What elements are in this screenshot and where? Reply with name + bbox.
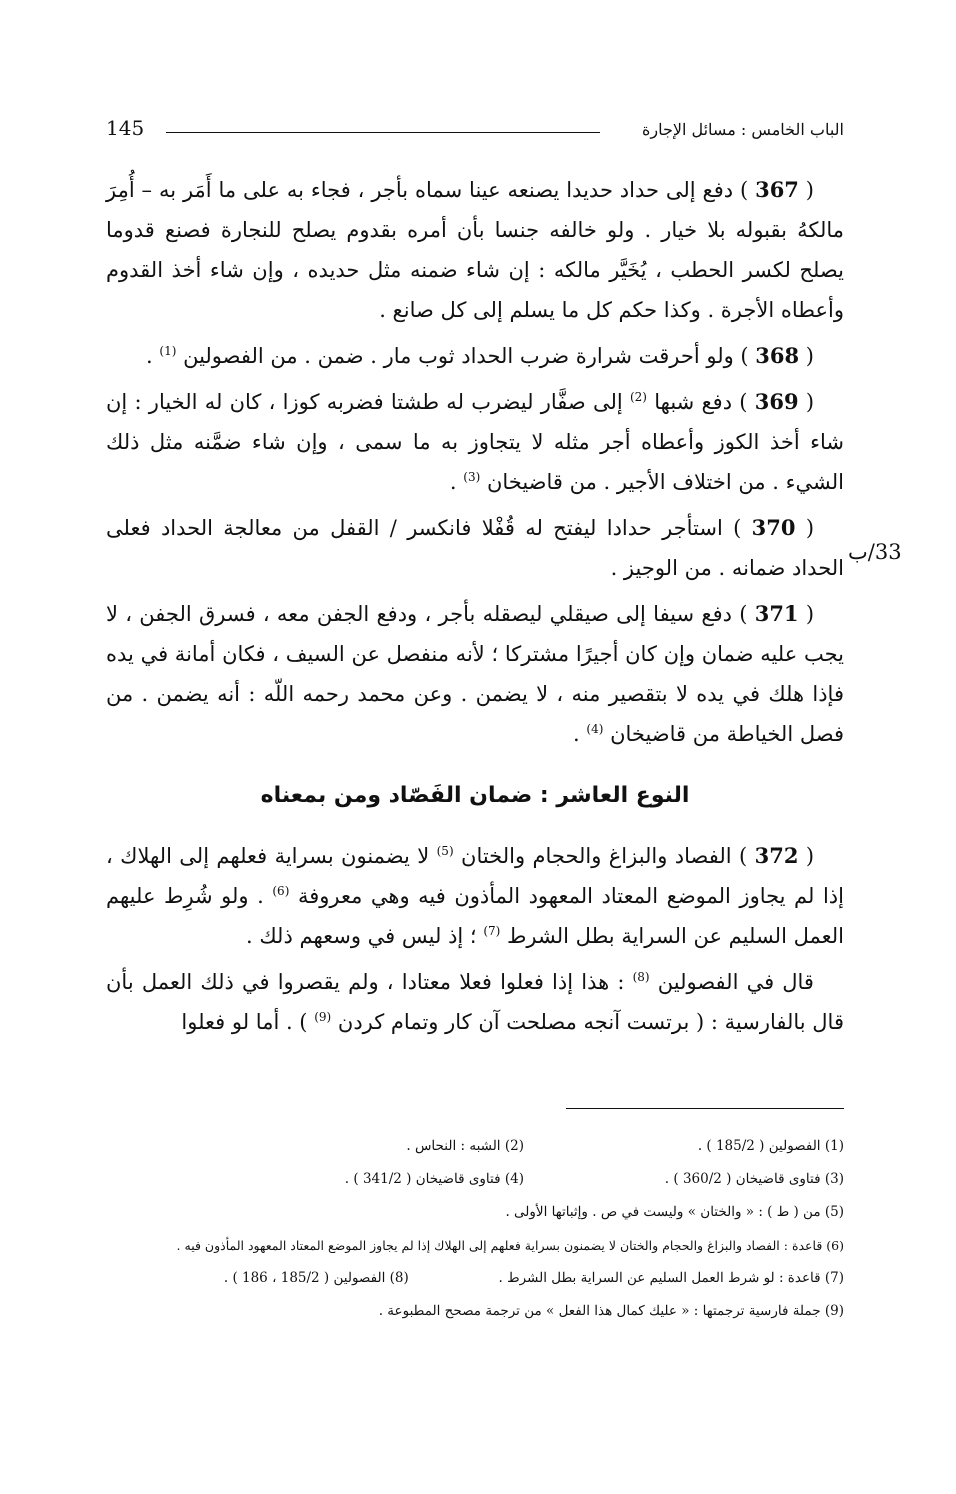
header-rule xyxy=(166,132,600,133)
page-header xyxy=(106,114,844,150)
paragraph-367: ( 367 ) دفع إلى حداد حديدا يصنعه عينا سماه بأجر ، فجاء به على ما أَمَر به – أُمِرَ مالكهُ بقبوله بلا خيار . ولو خالفه جنسا بأن أمره بقدوم يصلح للنجارة فصنع قدوما يصلح لكسر الحطب ، يُخَيَّر مالكه : إن شاء ضمنه مثل حديده ، وإن شاء أخذ القدوم وأعطاه الأجرة . وكذا حكم كل ما يسلم إلى كل صانع . xyxy=(106,177,844,322)
footnote-2: (2) الشبه : النحاس . xyxy=(406,1138,524,1154)
footnote-marker: (3) xyxy=(463,470,481,484)
footnote-marker: (5) xyxy=(436,844,454,858)
footnote-marker: (9) xyxy=(314,1010,332,1024)
paragraph-number: 372 xyxy=(754,843,799,868)
paragraph-text: ؛ إذ ليس في وسعهم ذلك . xyxy=(246,924,477,948)
paragraph-text: دفع إلى حداد حديدا يصنعه عينا سماه بأجر ، فجاء به على ما أَمَر به – أُمِرَ مالكهُ بقبوله بلا خيار . ولو خالفه جنسا بأن أمره بقدوم يصلح للنجارة فصنع قدوما يصلح لكسر الحطب ، يُخَيَّر مالكه : إن شاء ضمنه مثل حديده ، وإن شاء أخذ القدوم وأعطاه الأجرة . وكذا حكم كل ما يسلم إلى كل صانع . xyxy=(106,178,844,322)
paragraph-text: الفصاد والبزاغ والحجام والختان xyxy=(461,844,732,868)
chapter-title: الباب الخامس : مسائل الإجارة xyxy=(641,120,844,139)
paragraph-371: ( 371 ) دفع سيفا إلى صيقلي ليصقله بأجر ، ودفع الجفن معه ، فسرق الجفن ، لا يجب عليه ضمان وإن كان أجيرًا مشتركا ؛ لأنه منفصل عن السيف ، فكان أمانة في يده فإذا هلك في يده لا بتقصير منه ، لا يضمن . وعن محمد رحمه اللّه : أنه يضمن . من فصل الخياطة من قاضيخان $^{(4)}$ . xyxy=(106,601,844,746)
paragraph-number: 369 xyxy=(754,389,799,414)
paragraph-continuation xyxy=(106,962,844,1042)
paragraph-text: ولو أحرقت شرارة ضرب الحداد ثوب مار . ضمن . من الفصولين xyxy=(183,344,734,368)
section-heading: النوع العاشر : ضمان الفَصّاد ومن بمعناه xyxy=(260,783,690,808)
footnote-rule xyxy=(566,1108,844,1109)
manuscript-folio-note: 33/ب xyxy=(848,540,902,564)
footnote-9: (9) جملة فارسية ترجمتها : « عليك كمال هذا الفعل » من ترجمة مصحح المطبوعة . xyxy=(378,1303,844,1319)
footnote-3: (3) فتاوى قاضيخان ( 360/2 ) . xyxy=(664,1171,844,1187)
paragraph-text: ) . أما لو فعلوا xyxy=(181,1010,308,1034)
paragraph-number: 368 xyxy=(755,343,800,368)
footnote-marker: (4) xyxy=(586,722,604,736)
main-text xyxy=(106,170,844,1048)
paragraph-tail: . xyxy=(449,470,457,494)
paragraph-number: 367 xyxy=(755,177,799,202)
paragraph-text: . ولو شُرِط عليهم العمل السليم عن السراية بطل الشرط xyxy=(106,884,844,948)
paragraph-tail: . xyxy=(146,344,153,368)
paragraph-text: إلى صفَّار ليضرب له طشتا فضربه كوزا ، كان له الخيار : إن شاء أخذ الكوز وأعطاه أجر مثله لا يتجاوز به ما سمى ، وإن شاء ضمَّنه مثل ذلك الشيء . من اختلاف الأجير . من قاضيخان xyxy=(106,390,844,494)
footnote-marker: (8) xyxy=(632,970,650,984)
paragraph-number: 371 xyxy=(754,601,799,626)
footnote-marker: (1) xyxy=(159,344,177,358)
footnote-marker: (6) xyxy=(272,884,290,898)
paragraph-text: لا يضمنون بسراية فعلهم إلى الهلاك ، إذا لم يجاوز الموضع المعتاد المعهود المأذون فيه وهي معروفة xyxy=(106,844,844,908)
paragraph-372: ( 372 ) الفصاد والبزاغ والحجام والختان $^{(5)}$ لا يضمنون بسراية فعلهم إلى الهلاك ، إذا لم يجاوز الموضع المعتاد المعهود المأذون فيه وهي معروفة $^{(6)}$ . ولو شُرِط عليهم العمل السليم عن السراية بطل الشرط $^{(7)}$ ؛ إذ ليس في وسعهم ذلك . xyxy=(106,843,844,948)
footnote-marker: (2) xyxy=(629,390,647,404)
footnote-5: (5) من ( ط ) : « والختان » وليست في ص . وإثباتها الأولى . xyxy=(505,1204,844,1220)
footnote-marker: (7) xyxy=(483,924,501,938)
paragraph-tail: . xyxy=(573,722,580,746)
paragraph-text-start: دفع شبها xyxy=(654,390,733,414)
paragraph-369: ( 369 ) دفع شبها $^{(2)}$ إلى صفَّار ليضرب له طشتا فضربه كوزا ، كان له الخيار : إن شاء أخذ الكوز وأعطاه أجر مثله لا يتجاوز به ما سمى ، وإن شاء ضمَّنه مثل ذلك الشيء . من اختلاف الأجير . من قاضيخان $^{(3)}$ . xyxy=(106,389,844,494)
paragraph-number: 370 xyxy=(751,515,796,540)
footnote-4: (4) فتاوى قاضيخان ( 341/2 ) . xyxy=(344,1171,524,1187)
footnote-6: (6) قاعدة : الفصاد والبزاغ والحجام والختان لا يضمنون بسراية فعلهم إلى الهلاك إذا لم يجاوز الموضع المعتاد المعهود المأذون فيه . xyxy=(176,1238,844,1253)
footnote-row xyxy=(106,1130,844,1163)
footnote-8: (8) الفصولين ( 185/2 ، 186 ) . xyxy=(223,1270,409,1286)
paragraph-text: : هذا إذا فعلوا فعلا معتادا ، ولم يقصروا في ذلك العمل بأن قال بالفارسية : ( برتست آنجه مصلحت آن كار وتمام كردن xyxy=(106,970,844,1034)
footnote-1: (1) الفصولين ( 185/2 ) . xyxy=(697,1138,844,1154)
paragraph-text: استأجر حدادا ليفتح له قُفْلا فانكسر / القفل من معالجة الحداد فعلى الحداد ضمانه . من الوجيز . xyxy=(106,516,844,580)
paragraph-368: ( 368 ) ولو أحرقت شرارة ضرب الحداد ثوب مار . ضمن . من الفصولين $^{(1)}$ . xyxy=(146,343,814,368)
paragraph-text: قال في الفصولين xyxy=(657,970,814,994)
footnotes xyxy=(106,1130,844,1328)
paragraph-370: ( 370 ) استأجر حدادا ليفتح له قُفْلا فانكسر / القفل من معالجة الحداد فعلى الحداد ضمانه . من الوجيز . xyxy=(106,515,844,580)
page-number: 145 xyxy=(106,116,145,140)
footnote-row xyxy=(106,1262,844,1295)
footnote-7: (7) قاعدة : لو شرط العمل السليم عن السراية بطل الشرط . xyxy=(498,1270,844,1286)
paragraph-text: دفع سيفا إلى صيقلي ليصقله بأجر ، ودفع الجفن معه ، فسرق الجفن ، لا يجب عليه ضمان وإن كان أجيرًا مشتركا ؛ لأنه منفصل عن السيف ، فكان أمانة في يده فإذا هلك في يده لا بتقصير منه ، لا يضمن . وعن محمد رحمه اللّه : أنه يضمن . من فصل الخياطة من قاضيخان xyxy=(106,602,844,746)
footnote-row xyxy=(106,1163,844,1196)
